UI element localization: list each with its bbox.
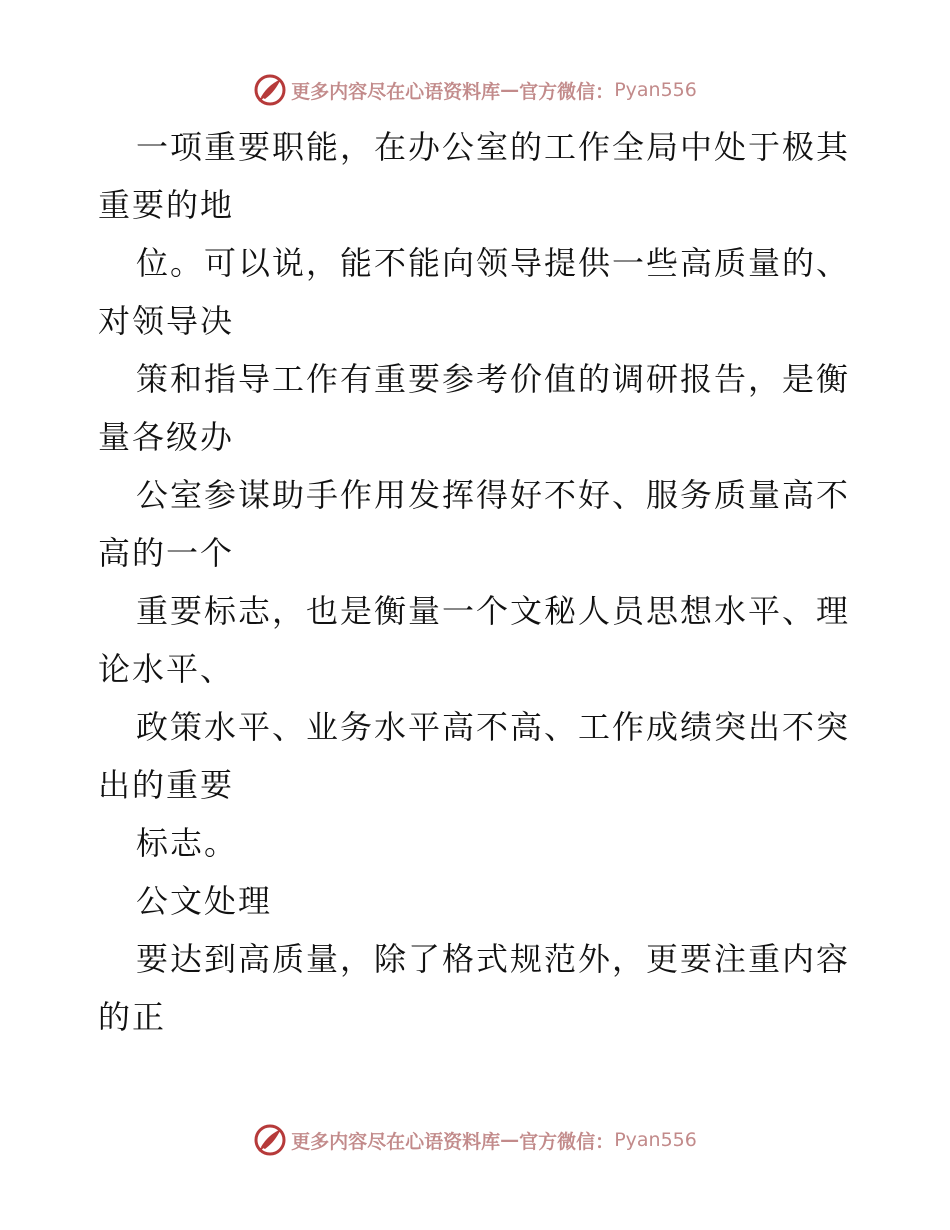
text-line: 对领导决 — [98, 302, 235, 340]
watermark-wechat-id: Pyan556 — [614, 1129, 697, 1151]
quill-logo-icon — [253, 73, 287, 107]
watermark-wechat-id: Pyan556 — [614, 79, 697, 101]
header-watermark — [0, 70, 950, 110]
watermark-text: 更多内容尽在心语资料库 — [291, 1130, 501, 1153]
text-line: 公室参谋助手作用发挥得好不好、服务质量高不 — [136, 476, 851, 514]
text-line: 策和指导工作有重要参考价值的调研报告，是衡 — [136, 360, 851, 398]
text-line: 的正 — [98, 998, 167, 1036]
text-line: 重要的地 — [98, 186, 235, 224]
text-line: 论水平、 — [98, 650, 235, 688]
document-body — [98, 118, 858, 1046]
text-line: 标志。 — [136, 824, 239, 862]
text-line: 位。可以说，能不能向领导提供一些高质量的、 — [136, 244, 851, 282]
watermark-dash: — — [500, 1129, 520, 1151]
quill-logo-icon — [253, 1123, 287, 1157]
text-line: 一项重要职能，在办公室的工作全局中处于极其 — [136, 128, 851, 166]
watermark-dash: — — [500, 79, 520, 101]
text-line: 高的一个 — [98, 534, 235, 572]
text-line: 重要标志，也是衡量一个文秘人员思想水平、理 — [136, 592, 851, 630]
watermark-official: 官方微信： — [519, 1130, 615, 1153]
section-heading: 公文处理 — [136, 882, 273, 920]
text-line: 出的重要 — [98, 766, 235, 804]
text-line: 政策水平、业务水平高不高、工作成绩突出不突 — [136, 708, 851, 746]
watermark-text: 更多内容尽在心语资料库 — [291, 80, 501, 103]
text-line: 量各级办 — [98, 418, 235, 456]
text-line: 要达到高质量，除了格式规范外，更要注重内容 — [136, 940, 851, 978]
watermark-official: 官方微信： — [519, 80, 615, 103]
footer-watermark — [0, 1120, 950, 1160]
